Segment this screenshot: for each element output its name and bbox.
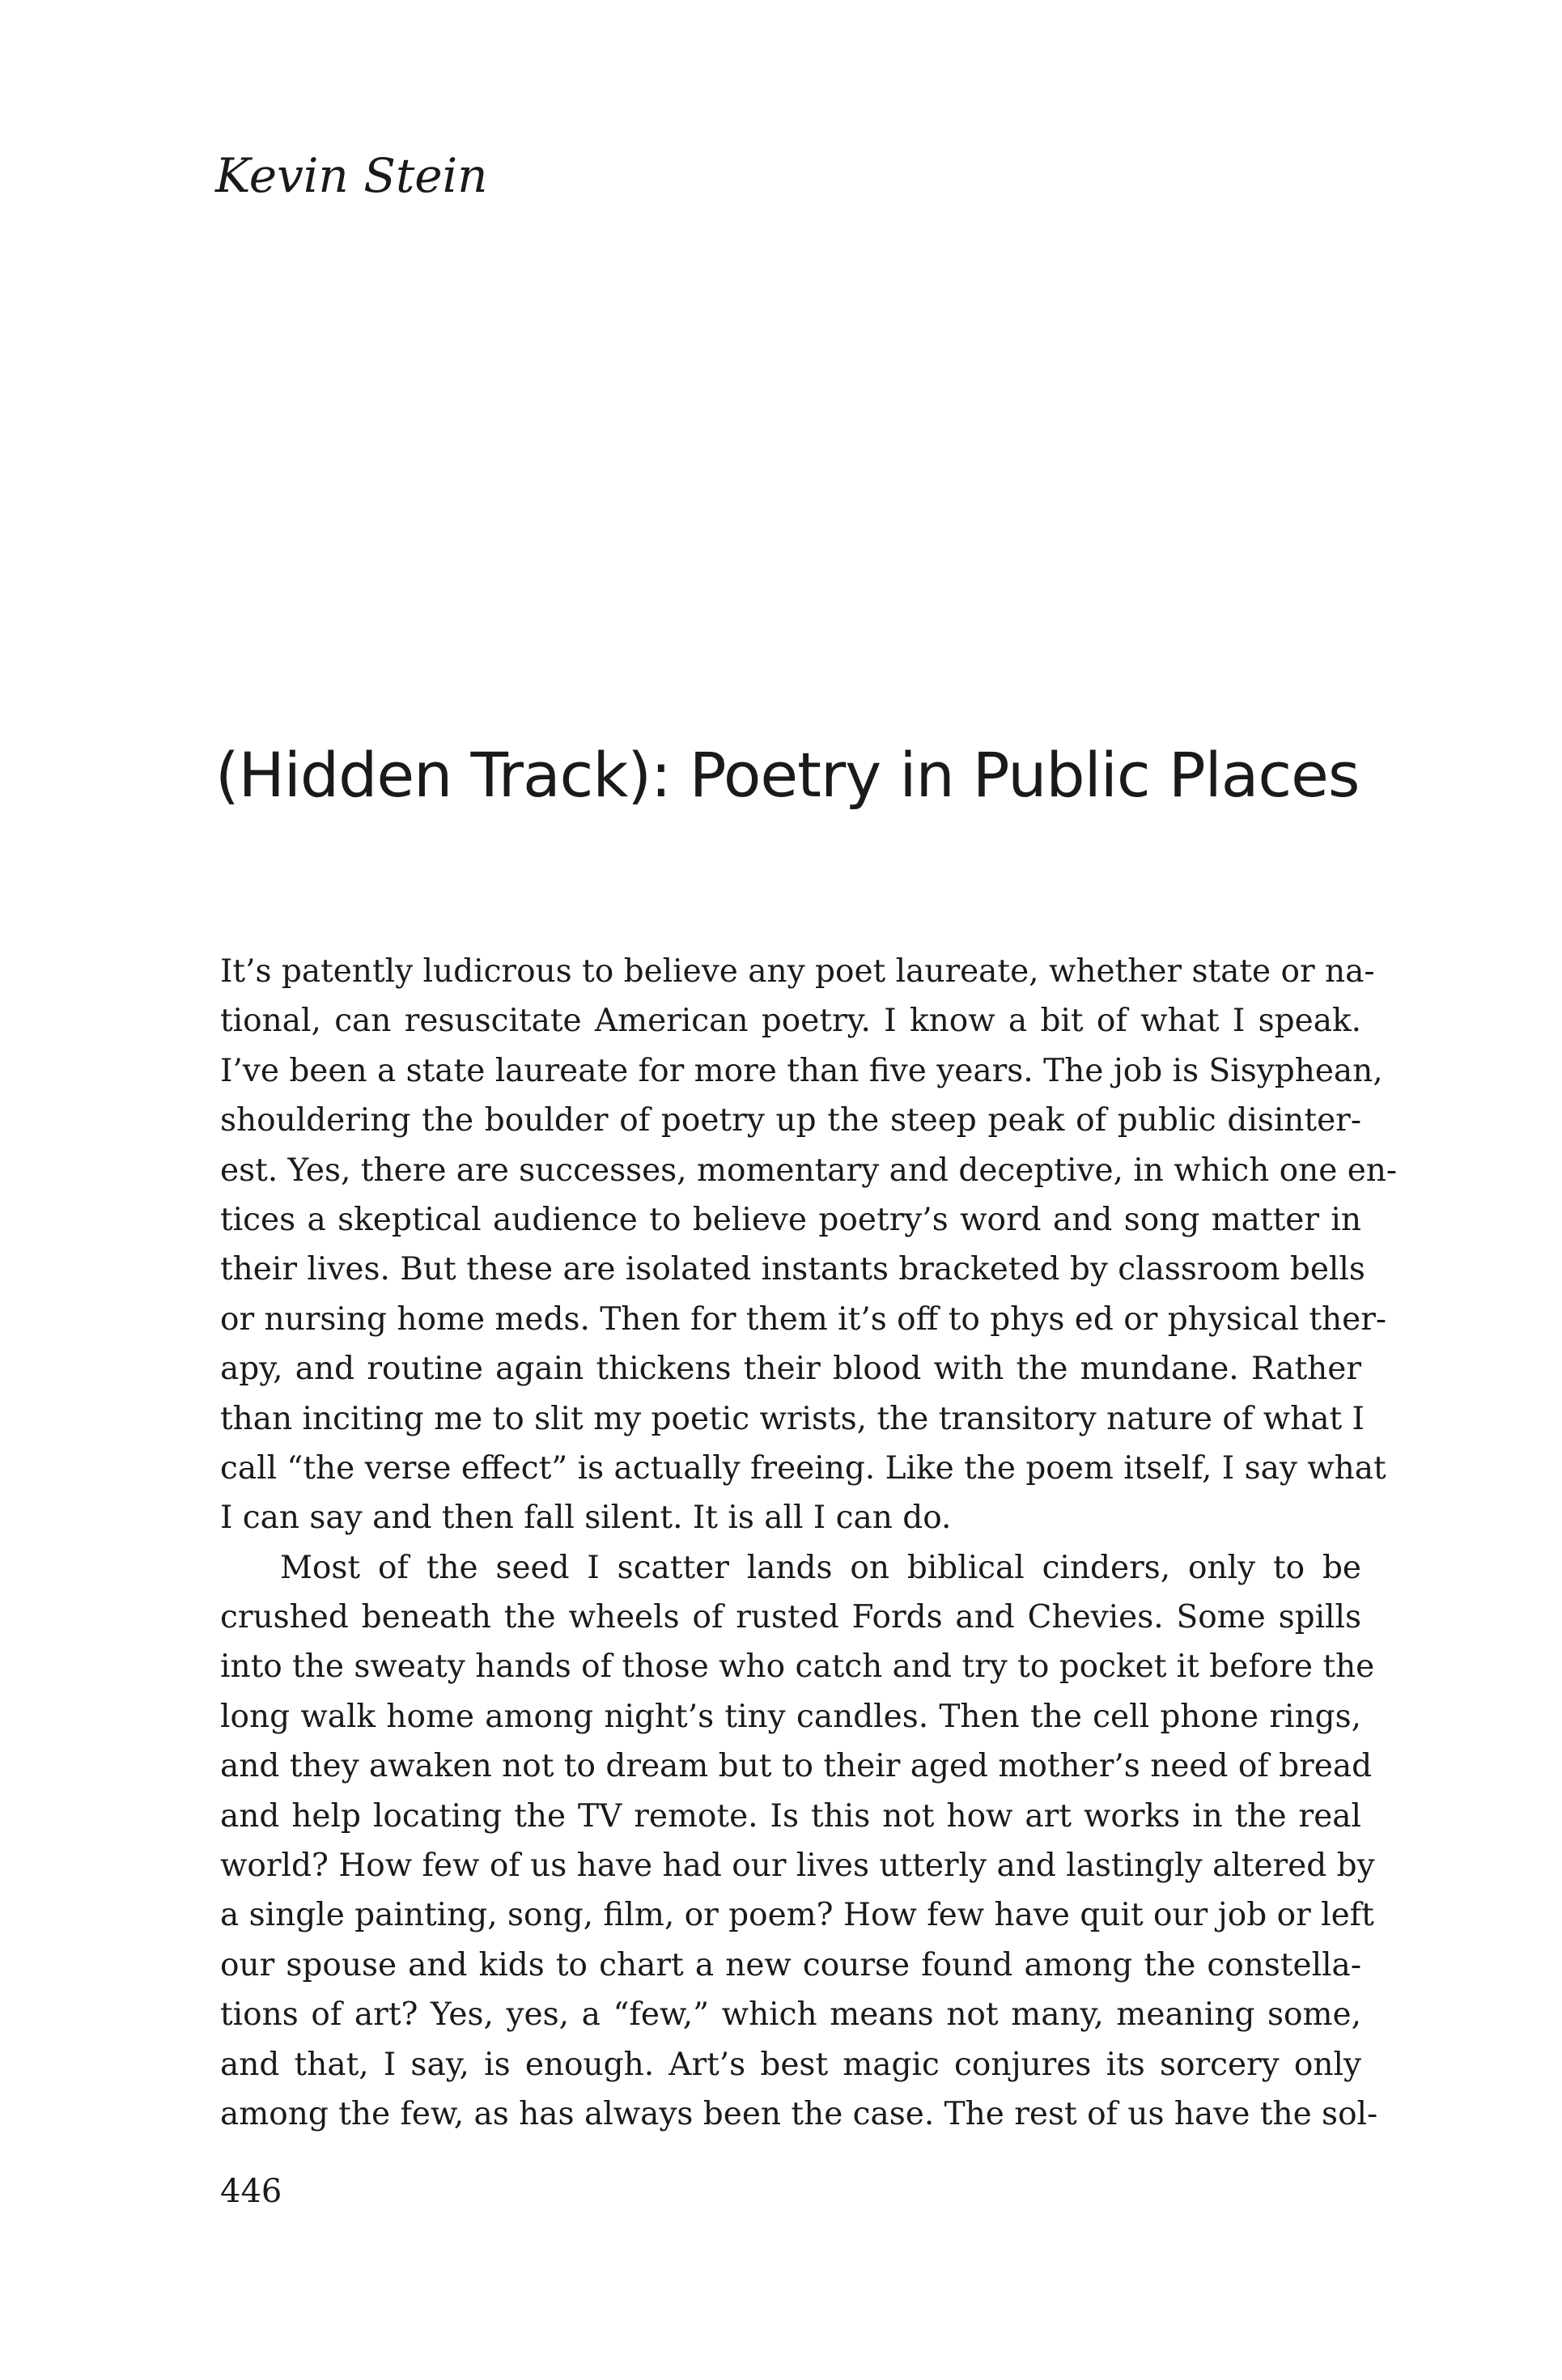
text-line: est. Yes, there are successes, momentary and deceptive, in which one en- [220, 1152, 1398, 1189]
text-line: tices a skeptical audience to believe poetry’s word and song matter in [220, 1201, 1361, 1238]
text-line: world? How few of us have had our lives utterly and lastingly altered by [220, 1848, 1375, 1885]
text-line: I can say and then fall silent. It is all I can do. [220, 1500, 952, 1537]
text-line: apy, and routine again thickens their blood with the mundane. Rather [220, 1351, 1361, 1388]
text-line: crushed beneath the wheels of rusted Fords and Chevies. Some spills [220, 1599, 1361, 1636]
text-line: into the sweaty hands of those who catch and try to pocket it before the [220, 1648, 1375, 1686]
text-line: and they awaken not to dream but to their aged mother’s need of bread [220, 1748, 1373, 1785]
text-line: than inciting me to slit my poetic wrists, the transitory nature of what I [220, 1400, 1365, 1437]
text-line: or nursing home meds. Then for them it’s off to phys ed or physical ther- [220, 1300, 1387, 1338]
text-line: and help locating the TV remote. Is this not how art works in the real [220, 1797, 1361, 1835]
text-line: among the few, as has always been the case. The rest of us have the sol- [220, 2095, 1378, 2132]
text-line: I’ve been a state laureate for more than five years. The job is Sisyphean, [220, 1052, 1383, 1089]
page-number: 446 [220, 2173, 282, 2210]
text-line: and that, I say, is enough. Art’s best magic conjures its sorcery only [220, 2046, 1361, 2083]
text-line: our spouse and kids to chart a new course found among the constella- [220, 1946, 1361, 1983]
body-text [220, 947, 1398, 2139]
text-line: tional, can resuscitate American poetry. I know a bit of what I speak. [220, 1003, 1361, 1040]
paragraph [220, 1543, 1378, 2140]
text-line: call “the verse effect” is actually freeing. Like the poem itself, I say what [220, 1449, 1386, 1487]
text-line: a single painting, song, film, or poem? How few have quit our job or left [220, 1897, 1374, 1934]
text-line: It’s patently ludicrous to believe any poet laureate, whether state or na- [220, 953, 1375, 990]
paragraph [220, 947, 1398, 1543]
article-title: (Hidden Track): Poetry in Public Places [215, 739, 1360, 811]
text-line: shouldering the boulder of poetry up the steep peak of public disinter- [220, 1102, 1361, 1139]
text-line: tions of art? Yes, yes, a “few,” which means not many, meaning some, [220, 1996, 1361, 2034]
running-head-author: Kevin Stein [215, 148, 488, 203]
text-line: Most of the seed I scatter lands on biblical cinders, only to be [280, 1549, 1361, 1586]
text-line: long walk home among night’s tiny candles. Then the cell phone rings, [220, 1698, 1361, 1735]
text-line: their lives. But these are isolated instants bracketed by classroom bells [220, 1251, 1365, 1288]
